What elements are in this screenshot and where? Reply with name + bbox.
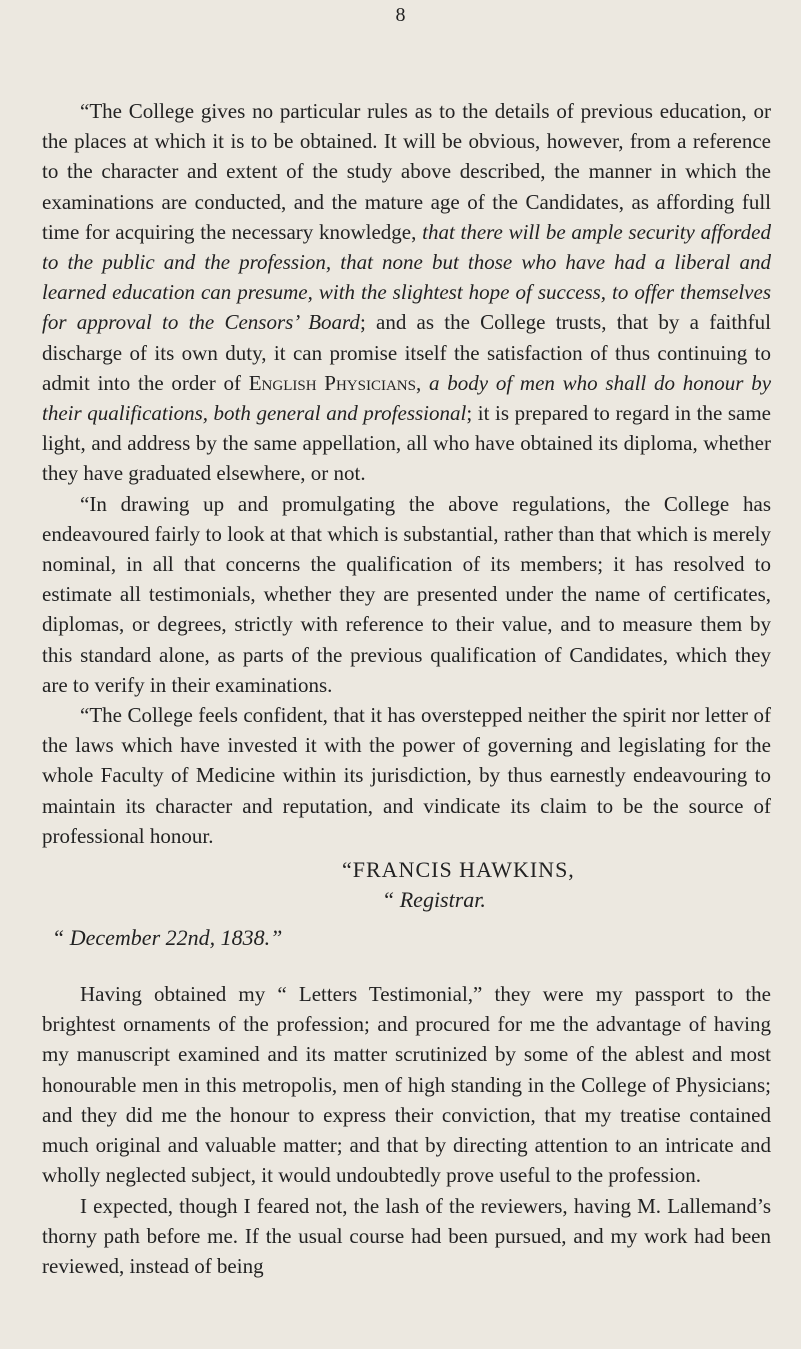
p1-text-b: ; and as the College trusts, that by a faithful discharge of its own duty, it can promise itself the satisfaction of thus continuing to admit into the order of <box>42 310 772 395</box>
paragraph-4: Having obtained my “ Letters Testimonial,” they were my passport to the brightest ornaments of the profession; and procured for me the advantage of having my manuscript examined and its matter scrutinized by some of the ablest and most honourable men in this metropolis, men of high standing in the College of Physicians; and they did me the honour to express their conviction, that my treatise contained much original and valuable matter; and that by directing attention to an intricate and wholly neglected subject, it would undoubtedly prove useful to the profession. <box>42 982 771 1188</box>
p1-text-c: ; it is prepared to regard in the same light, and address by the same appellation, all who have obtained its diploma, whether they have graduated elsewhere, or not. <box>42 401 771 486</box>
paragraph-2: “In drawing up and promulgating the above regulations, the College has endeavoured fairly to look at that which is substantial, rather than that which is merely nominal, in all that concerns the qualification of its members; it has resolved to estimate all testimonials, whether they are presented under the name of certificates, diplomas, or degrees, strictly with reference to their value, and to measure them by this standard alone, as parts of the previous qualification of Candidates, which they are to verify in their examinations. <box>42 491 771 697</box>
paragraph-5: I expected, though I feared not, the lash of the reviewers, having M. Lallemand’s thorny path before me. If the usual course had been pursued, and my work had been reviewed, instead of being <box>42 1193 771 1278</box>
p1-italic-2: a body of men who shall do honour by their qualifications, both general and professional <box>42 370 772 426</box>
page-number: 8 <box>395 4 406 26</box>
p1-smallcaps: English Physicians, <box>248 370 422 395</box>
p1-italic-1: that there will be ample security afforded to the public and the profession, that none but those who have had a liberal and learned education can presume, with the slightest hope of success, to offer themselves for approval to the Censors’ Board <box>42 219 771 335</box>
signature-date: “ December 22nd, 1838.” <box>52 925 283 951</box>
p1-text-a: “The College gives no particular rules as to the details of previous education, or the places at which it is to be obtained. It will be obvious, however, from a reference to the character and extent of the study above described, the manner in which the examinations are conducted, and the mature age of the Candidates, as affording full time for acquiring the necessary knowledge, <box>42 99 771 244</box>
signature-block <box>42 855 771 953</box>
spacer <box>42 953 771 979</box>
page-body <box>42 96 771 1281</box>
signature-name: “FRANCIS HAWKINS, <box>342 857 575 883</box>
signature-title: “ Registrar. <box>382 887 486 913</box>
paragraph-1 <box>42 96 771 489</box>
paragraph-3: “The College feels confident, that it has overstepped neither the spirit nor letter of the laws which have invested it with the power of governing and legislating for the whole Faculty of Medicine within its jurisdiction, by thus earnestly endeavouring to maintain its character and reputation, and vindicate its claim to be the source of professional honour. <box>42 703 771 848</box>
